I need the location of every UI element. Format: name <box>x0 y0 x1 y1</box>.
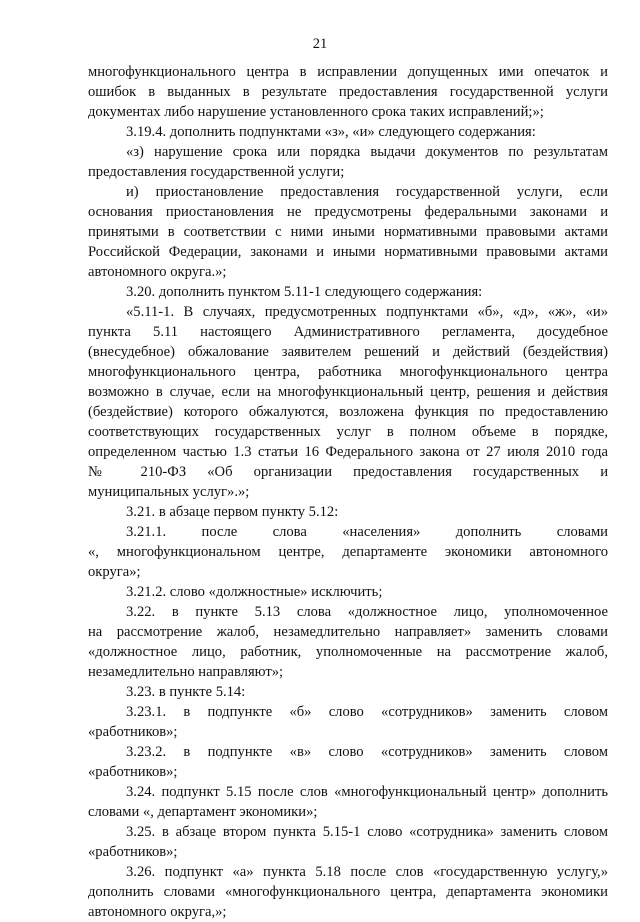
text-line: «работников»; <box>88 844 178 860</box>
text-line: принятыми в соответствии с ними иными нормативными правовыми актами <box>88 224 608 240</box>
text-line: округа»; <box>88 564 141 580</box>
text-line: 3.23.2. в подпункте «в» слово «сотрудников» заменить словом <box>126 744 608 760</box>
text-line: автономного округа,»; <box>88 904 227 920</box>
text-line: 3.23.1. в подпункте «б» слово «сотрудников» заменить словом <box>126 704 608 720</box>
text-line: 3.25. в абзаце втором пункта 5.15-1 слово «сотрудника» заменить словом <box>126 824 608 840</box>
text-line: муниципальных услуг».»; <box>88 484 250 500</box>
text-line: 3.21.2. слово «должностные» исключить; <box>126 584 383 600</box>
text-line: 3.19.4. дополнить подпунктами «з», «и» следующего содержания: <box>126 124 536 140</box>
text-line: определенном частью 1.3 статьи 16 Федерального закона от 27 июля 2010 года <box>88 444 608 460</box>
text-line: и) приостановление предоставления государственной услуги, если <box>126 184 608 200</box>
text-line: 3.26. подпункт «а» пункта 5.18 после слов «государственную услугу,» <box>126 864 608 880</box>
text-line: Российской Федерации, законами и иными нормативными правовыми актами <box>88 244 608 260</box>
text-line: 3.24. подпункт 5.15 после слов «многофункциональный центр» дополнить <box>126 784 608 800</box>
text-line: соответствующих государственных услуг в полном объеме в порядке, <box>88 424 608 440</box>
page-number: 21 <box>312 36 328 52</box>
text-line: на рассмотрение жалоб, незамедлительно направляет» заменить словами <box>88 624 608 640</box>
text-line: ошибок в выданных в результате предоставления государственной услуги <box>88 84 608 100</box>
text-line: документах либо нарушение установленного срока таких исправлений;»; <box>88 104 544 120</box>
text-line: словами «, департамент экономики»; <box>88 804 318 820</box>
text-line: незамедлительно направляют»; <box>88 664 284 680</box>
text-line: пункта 5.11 настоящего Административного регламента, досудебное <box>88 324 608 340</box>
text-line: 3.21. в абзаце первом пункту 5.12: <box>126 504 339 520</box>
text-line: 3.23. в пункте 5.14: <box>126 684 246 700</box>
document-body <box>88 62 608 922</box>
text-line: 3.21.1. после слова «населения» дополнить словами <box>126 524 608 540</box>
text-line: «, многофункциональном центре, департаменте экономики автономного <box>88 544 608 560</box>
text-line: 3.22. в пункте 5.13 слова «должностное лицо, уполномоченное <box>126 604 608 620</box>
text-line: «должностное лицо, работник, уполномоченные на рассмотрение жалоб, <box>88 644 608 660</box>
text-line: предоставления государственной услуги; <box>88 164 345 180</box>
text-line: «работников»; <box>88 724 178 740</box>
text-line: (бездействие) которого обжалуются, возложена функция по предоставлению <box>88 404 608 420</box>
text-line: «з) нарушение срока или порядка выдачи документов по результатам <box>126 144 608 160</box>
text-line: многофункционального центра в исправлении допущенных ими опечаток и <box>88 64 608 80</box>
text-line: № 210-ФЗ «Об организации предоставления государственных и <box>88 464 608 480</box>
text-line: автономного округа.»; <box>88 264 227 280</box>
text-line: возможно в случае, если на многофункциональный центр, решения и действия <box>88 384 608 400</box>
text-line: многофункционального центра, работника многофункционального центра <box>88 364 608 380</box>
text-line: основания приостановления не предусмотрены федеральными законами и <box>88 204 608 220</box>
text-line: (внесудебное) обжалование заявителем решений и действий (бездействия) <box>88 344 608 360</box>
text-line: «5.11-1. В случаях, предусмотренных подпунктами «б», «д», «ж», «и» <box>126 304 608 320</box>
text-line: 3.20. дополнить пунктом 5.11-1 следующего содержания: <box>126 284 483 300</box>
text-line: «работников»; <box>88 764 178 780</box>
text-line: дополнить словами «многофункционального центра, департамента экономики <box>88 884 608 900</box>
